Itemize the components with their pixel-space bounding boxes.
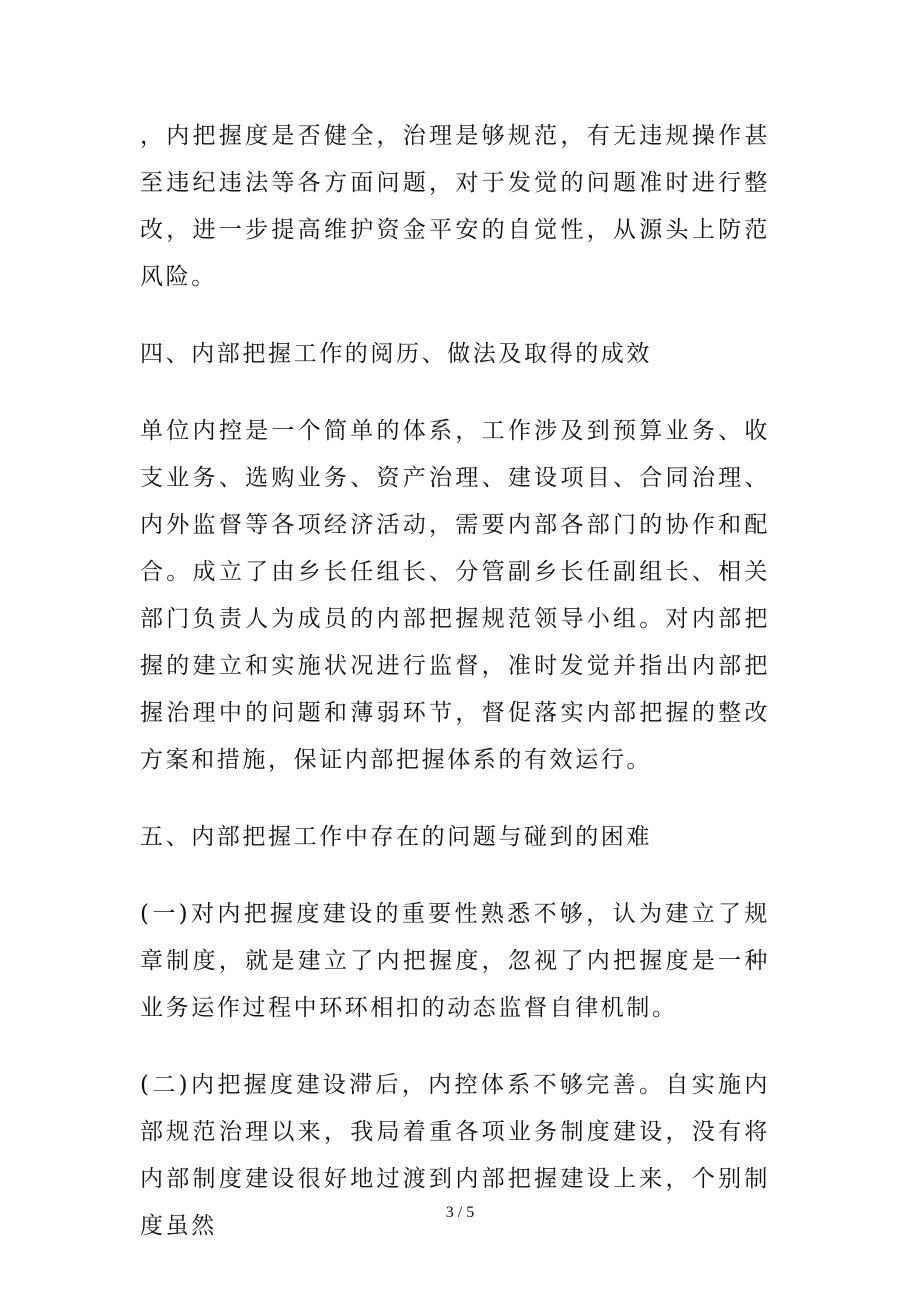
page-number: 3 / 5 — [445, 1204, 475, 1221]
paragraph-problem-two: (二)内把握度建设滞后，内控体系不够完善。自实施内部规范治理以来，我局着重各项业务制度建设，没有将内部制度建设很好地过渡到内部把握建设上来，个别制度虽然 — [140, 1072, 770, 1239]
paragraph-problem-one: (一)对内把握度建设的重要性熟悉不够，认为建立了规章制度，就是建立了内把握度，忽视了内把握度是一种业务运作过程中环环相扣的动态监督自律机制。 — [140, 901, 770, 1021]
section-heading-five: 五、内部把握工作中存在的问题与碰到的困难 — [140, 824, 652, 850]
paragraph-internal-control-system: 单位内控是一个简单的体系，工作涉及到预算业务、收支业务、选购业务、资产治理、建设项目、合同治理、内外监督等各项经济活动，需要内部各部门的协作和配合。成立了由乡长任组长、分管副乡长任副组长、相关部门负责人为成员的内部把握规范领导小组。对内部把握的建立和实施状况进行监督，准时发觉并指出内部把握治理中的问题和薄弱环节，督促落实内部把握的整改方案和措施，保证内部把握体系的有效运行。 — [140, 418, 770, 773]
document-body — [140, 113, 770, 1250]
paragraph-risk-prevention: ，内把握度是否健全，治理是够规范，有无违规操作甚至违纪违法等各方面问题，对于发觉的问题准时进行整改，进一步提高维护资金平安的自觉性，从源头上防范风险。 — [140, 123, 770, 290]
section-heading-four: 四、内部把握工作的阅历、做法及取得的成效 — [140, 341, 652, 367]
